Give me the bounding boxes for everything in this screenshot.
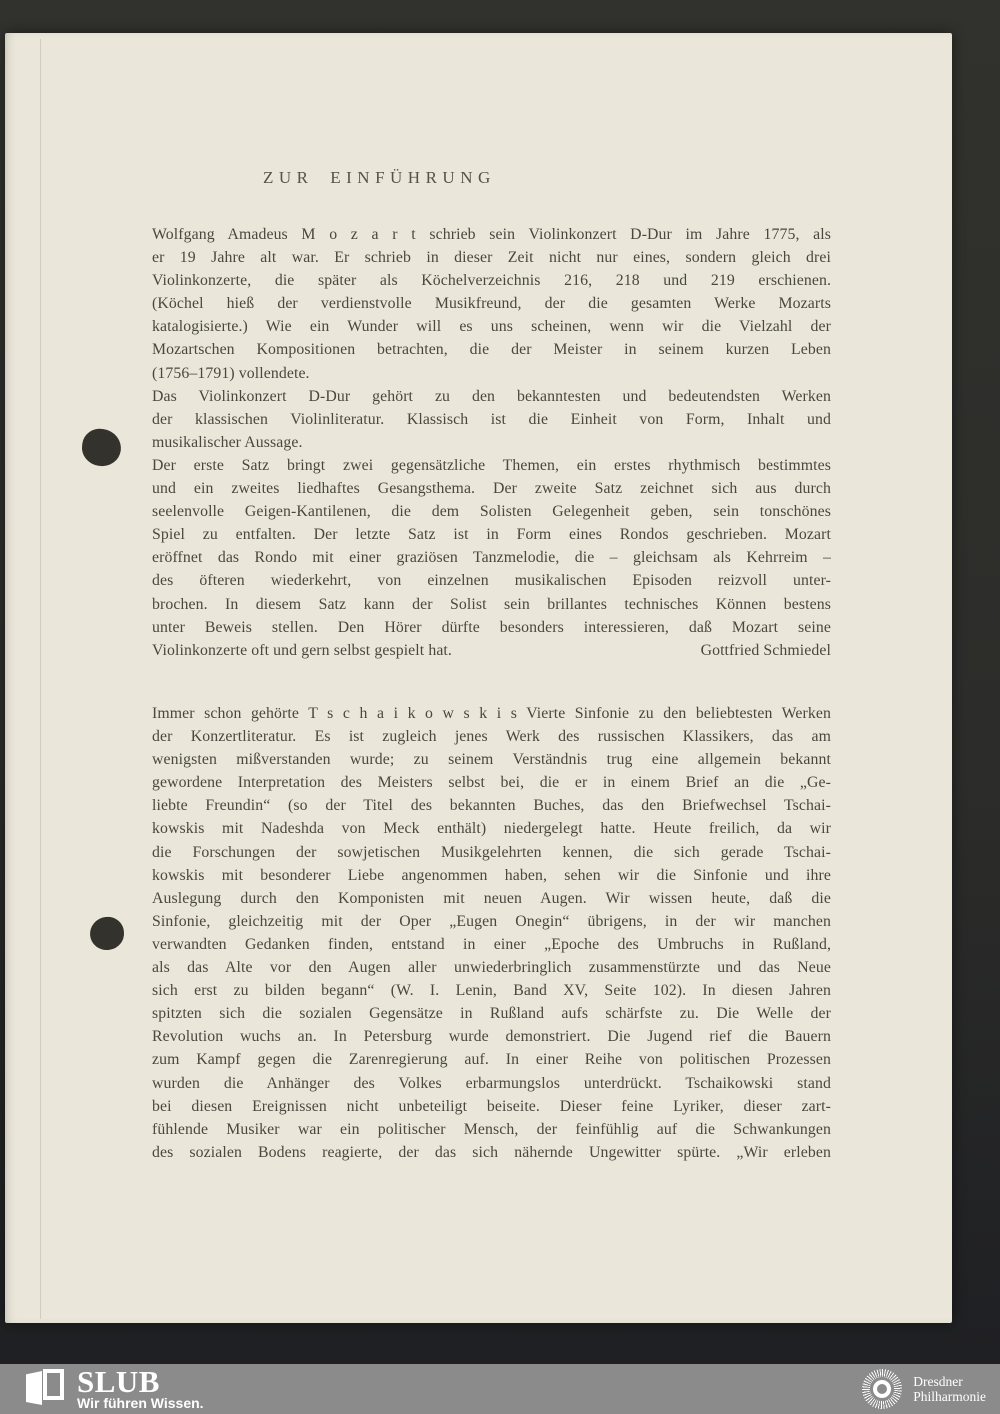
- text-line: gewordene Interpretation des Meisters selbst bei, die er in einem Brief an die „Ge-: [152, 774, 831, 792]
- slub-book-icon: [26, 1369, 64, 1406]
- text-line: Spiel zu entfalten. Der letzte Satz ist in Form eines Rondos geschrieben. Mozart: [152, 526, 831, 544]
- partner-name-line2: Philharmonie: [913, 1389, 986, 1404]
- text-line: (1756–1791) vollendete.: [152, 364, 310, 382]
- text-line: er 19 Jahre alt war. Er schrieb in dieser Zeit nicht nur eines, sondern gleich drei: [152, 249, 831, 267]
- slub-text: [77, 1364, 204, 1411]
- text-line: des öfteren wiederkehrt, von einzelnen musikalischen Episoden reizvoll unter-: [152, 572, 831, 590]
- text-line: kowskis mit besonderer Liebe angenommen haben, sehen wir die Sinfonie und ihre: [152, 866, 831, 884]
- text-line: Das Violinkonzert D-Dur gehört zu den bekanntesten und bedeutendsten Werken: [152, 387, 831, 405]
- text-line: Violinkonzerte, die später als Köchelverzeichnis 216, 218 und 219 erschienen.: [152, 272, 831, 290]
- author-byline: Gottfried Schmiedel: [700, 641, 831, 659]
- text-line: fühlende Musiker war ein politischer Mensch, der feinfühlig auf die Schwankungen: [152, 1120, 831, 1138]
- slub-logo-link[interactable]: [26, 1364, 204, 1411]
- text-line: [152, 639, 831, 662]
- page-fold-line: [40, 39, 41, 1319]
- text-line: katalogisierte.) Wie ein Wunder will es uns scheinen, wenn wir die Vielzahl der: [152, 318, 831, 336]
- partner-name-line1: Dresdner: [913, 1374, 963, 1389]
- text-line: (Köchel hieß der verdienstvolle Musikfreund, der die gesamten Werke Mozarts: [152, 295, 831, 313]
- document-title: ZUR EINFÜHRUNG: [263, 168, 496, 187]
- text-line: und ein zweites liedhaftes Gesangsthema. Der zweite Satz zeichnet sich aus durch: [152, 480, 831, 498]
- text-line: bei diesen Ereignissen nicht unbeteiligt beiseite. Dieser feine Lyriker, dieser zart-: [152, 1097, 831, 1115]
- starburst-icon: [862, 1369, 902, 1409]
- slub-tagline: Wir führen Wissen.: [77, 1395, 204, 1411]
- text-line: Wolfgang Amadeus M o z a r t schrieb sein Violinkonzert D-Dur im Jahre 1775, als: [152, 226, 831, 243]
- book-page-right: [43, 1369, 64, 1400]
- tschaikowsky-section: [152, 702, 831, 1164]
- text-line: zum Kampf gegen die Zarenregierung auf. In einer Reihe von politischen Prozessen: [152, 1051, 831, 1069]
- text-line: liebte Freundin“ (so der Titel des bekannten Buches, das den Briefwechsel Tschai-: [152, 797, 831, 815]
- text-line: der Konzertliteratur. Es ist zugleich jenes Werk des russischen Klassikers, das am: [152, 728, 831, 746]
- text-line: wenigsten mißverstanden wurde; zu seinem Verständnis trug eine allgemein bekannt: [152, 751, 831, 769]
- mozart-section: [152, 223, 831, 662]
- text-line: die Forschungen der sowjetischen Musikgelehrten kennen, die sich gerade Tschai-: [152, 843, 831, 861]
- text-line: spitzten sich die sozialen Gegensätze in Rußland aufs schärfste zu. Die Welle der: [152, 1005, 831, 1023]
- text-line: wurden die Anhänger des Volkes erbarmungslos unterdrückt. Tschaikowski stand: [152, 1074, 831, 1092]
- text-line: verwandten Gedanken finden, entstand in einer „Epoche des Umbruchs in Rußland,: [152, 935, 831, 953]
- text-line: Mozartschen Kompositionen betrachten, die der Meister in seinem kurzen Leben: [152, 341, 831, 359]
- text-line: des sozialen Bodens reagierte, der das sich nähernde Ungewitter spürte. „Wir erleben: [152, 1143, 831, 1161]
- scanned-page[interactable]: [5, 33, 952, 1323]
- hole-punch-top: [80, 426, 124, 468]
- text-line: brochen. In diesem Satz kann der Solist sein brillantes technisches Können bestens: [152, 595, 831, 613]
- text-line: sich erst zu bilden begann“ (W. I. Lenin, Band XV, Seite 102). In diesen Jahren: [152, 982, 831, 1000]
- text-line: der klassischen Violinliteratur. Klassisch ist die Einheit von Form, Inhalt und: [152, 410, 831, 428]
- partner-name: [913, 1374, 986, 1404]
- slub-wordmark: SLUB: [77, 1364, 160, 1399]
- text-line-left: Violinkonzerte oft und gern selbst gespielt hat.: [152, 641, 452, 659]
- book-page-left: [26, 1371, 42, 1405]
- viewer-footer-bar: [0, 1364, 1000, 1414]
- text-line: Immer schon gehörte T s c h a i k o w s k i s Vierte Sinfonie zu den beliebtesten Werken: [152, 705, 831, 722]
- text-line: Sinfonie, gleichzeitig mit der Oper „Eugen Onegin“ übrigens, in der wir manchen: [152, 912, 831, 930]
- text-line: Revolution wuchs an. In Petersburg wurde demonstriert. Die Jugend rief die Bauern: [152, 1028, 831, 1046]
- text-line: Auslegung durch den Komponisten mit neuen Augen. Wir wissen heute, daß die: [152, 889, 831, 907]
- text-line: eröffnet das Rondo mit einer graziösen Tanzmelodie, die – gleichsam als Kehrreim –: [152, 549, 831, 567]
- text-line: als das Alte vor den Augen aller unwiederbringlich zusammenstürzte und das Neue: [152, 959, 831, 977]
- text-line: seelenvolle Geigen-Kantilenen, die dem Solisten Gelegenheit geben, sein tonschönes: [152, 503, 831, 521]
- text-line: unter Beweis stellen. Den Hörer dürfte besonders interessieren, daß Mozart seine: [152, 618, 831, 636]
- text-line: kowskis mit Nadeshda von Meck enthält) niedergelegt hatte. Heute freilich, da wir: [152, 820, 831, 838]
- dresdner-philharmonie-logo-link[interactable]: [862, 1367, 986, 1411]
- hole-punch-bottom: [88, 915, 125, 951]
- text-line: musikalischer Aussage.: [152, 433, 303, 451]
- text-line: Der erste Satz bringt zwei gegensätzliche Themen, ein erstes rhythmisch bestimmtes: [152, 456, 831, 474]
